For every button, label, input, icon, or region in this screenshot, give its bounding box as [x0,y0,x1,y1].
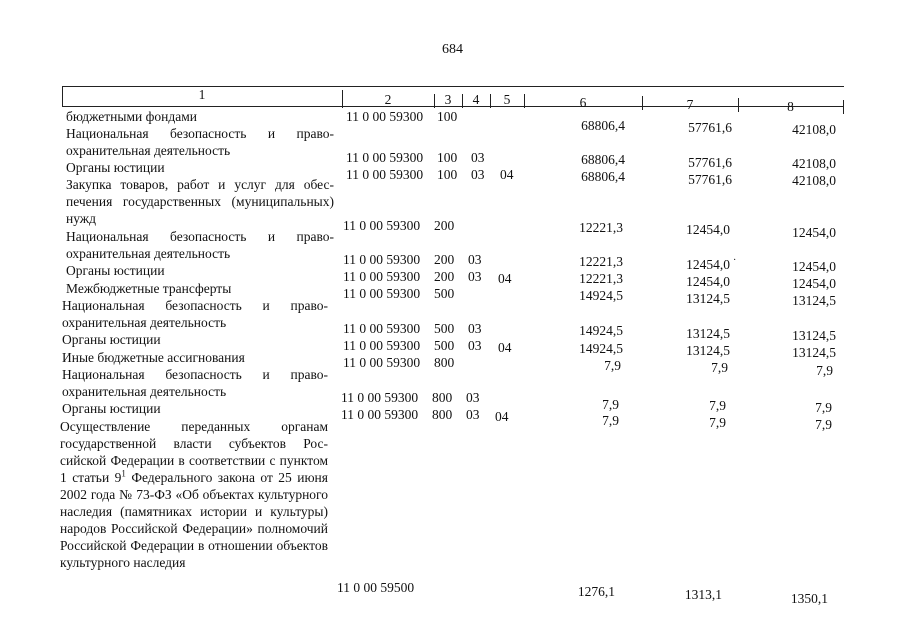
row-value-6: 14924,5 [579,288,623,303]
row-value-8: 7,9 [816,363,833,378]
row-name: Органы юстиции [62,332,161,347]
row-value-7: 57761,6 [688,172,732,187]
row-rz: 03 [468,269,482,284]
row-value-7: 57761,6 [688,155,732,170]
row-value-6: 68806,4 [581,152,625,167]
stray-mark: · [733,255,737,266]
row-pr: 04 [498,340,512,355]
row-value-6: 7,9 [602,413,619,428]
row-name: Национальная безопасность и правоохранительная деятельность [66,229,334,261]
row-name: Иные бюджетные ассигнования [62,350,245,365]
row-rz: 03 [468,338,482,353]
row-value-6: 68806,4 [581,169,625,184]
row-rz: 03 [471,150,485,165]
row-name-part: Федерального закона от 25 июня 2002 года № 73-ФЗ «Об объектах культурного наследия (памятниках истории и культуры) народов Российской Федерации» полномочий Российской Федерации в отношении объектов культурного наследия [60,470,328,570]
row-name: Национальная безопасность и правоохранительная деятельность [66,126,334,158]
row-vr: 500 [434,338,455,353]
row-value-7: 12454,0 [686,257,730,272]
row-name: Национальная безопасность и правоохранительная деятельность [62,298,328,330]
header-col-4: 4 [472,92,480,107]
header-col-3: 3 [444,92,452,107]
row-name-with-superscript [60,418,328,571]
row-code: 11 0 00 59300 [343,338,421,353]
row-value-8: 7,9 [815,400,832,415]
row-value-8: 42108,0 [792,122,836,137]
row-vr: 100 [437,109,458,124]
row-value-8: 12454,0 [792,259,836,274]
row-vr: 200 [434,252,455,267]
row-vr: 800 [432,390,453,405]
header-col-6: 6 [579,95,587,110]
row-rz: 03 [471,167,485,182]
row-vr: 500 [434,321,455,336]
row-code: 11 0 00 59300 [343,355,421,370]
row-value-7: 13124,5 [686,326,730,341]
row-code: 11 0 00 59300 [341,407,419,422]
row-code: 11 0 00 59300 [346,109,424,124]
row-vr: 100 [437,150,458,165]
header-col-1: 1 [198,87,206,102]
row-vr: 500 [434,286,455,301]
row-pr: 04 [500,167,514,182]
row-code: 11 0 00 59300 [346,167,424,182]
row-vr: 200 [434,269,455,284]
row-name-part: Осуществление переданных органам государственной власти субъектов Российской Федерации в соответствии с пунктом 1 статьи 9 [60,419,328,485]
row-code: 11 0 00 59300 [343,252,421,267]
row-code: 11 0 00 59300 [343,321,421,336]
row-value-7: 7,9 [709,398,726,413]
row-value-8: 13124,5 [792,293,836,308]
row-vr: 100 [437,167,458,182]
row-value-6: 7,9 [602,397,619,412]
row-value-8: 12454,0 [792,225,836,240]
row-value-7: 7,9 [709,415,726,430]
row-value-7: 7,9 [711,360,728,375]
row-value-6: 7,9 [604,358,621,373]
row-value-7: 1313,1 [684,587,722,602]
row-value-7: 12454,0 [686,222,730,237]
row-rz: 03 [466,390,480,405]
row-value-6: 12221,3 [579,271,623,286]
row-value-6: 68806,4 [581,118,625,133]
row-name: Закупка товаров, работ и услуг для обеспечения государственных (муниципальных) нужд [66,177,334,226]
row-value-6: 14924,5 [579,323,623,338]
header-col-5: 5 [503,92,511,107]
row-vr: 800 [432,407,453,422]
row-code: 11 0 00 59300 [343,286,421,301]
row-value-6: 12221,3 [579,254,623,269]
row-value-7: 13124,5 [686,343,730,358]
row-value-7: 12454,0 [686,274,730,289]
superscript: 1 [121,468,126,479]
row-value-8: 7,9 [815,417,832,432]
header-col-2: 2 [384,92,392,107]
row-value-8: 13124,5 [792,345,836,360]
row-value-8: 42108,0 [792,173,836,188]
row-value-6: 12221,3 [579,220,623,235]
row-rz: 03 [468,252,482,267]
header-col-7: 7 [686,97,694,112]
row-code: 11 0 00 59300 [343,218,421,233]
row-vr: 800 [434,355,455,370]
row-code: 11 0 00 59300 [343,269,421,284]
row-name: Национальная безопасность и правоохранительная деятельность [62,367,328,399]
row-pr: 04 [495,409,509,424]
row-name: бюджетными фондами [66,109,197,124]
row-value-6: 1276,1 [577,584,615,599]
row-value-8: 12454,0 [792,276,836,291]
row-name: Органы юстиции [62,401,161,416]
row-rz: 03 [466,407,480,422]
row-rz: 03 [468,321,482,336]
row-code: 11 0 00 59300 [346,150,424,165]
row-name: Органы юстиции [66,263,165,278]
row-value-7: 57761,6 [688,120,732,135]
row-name: Межбюджетные трансферты [66,281,232,296]
row-name: Органы юстиции [66,160,165,175]
header-col-8: 8 [787,99,794,114]
row-value-8: 1350,1 [790,591,828,606]
row-vr: 200 [434,218,455,233]
row-pr: 04 [498,271,512,286]
row-value-7: 13124,5 [686,291,730,306]
row-code: 11 0 00 59500 [337,580,415,595]
row-code: 11 0 00 59300 [341,390,419,405]
page-number: 684 [442,42,463,57]
row-value-6: 14924,5 [579,341,623,356]
row-value-8: 13124,5 [792,328,836,343]
row-value-8: 42108,0 [792,156,836,171]
